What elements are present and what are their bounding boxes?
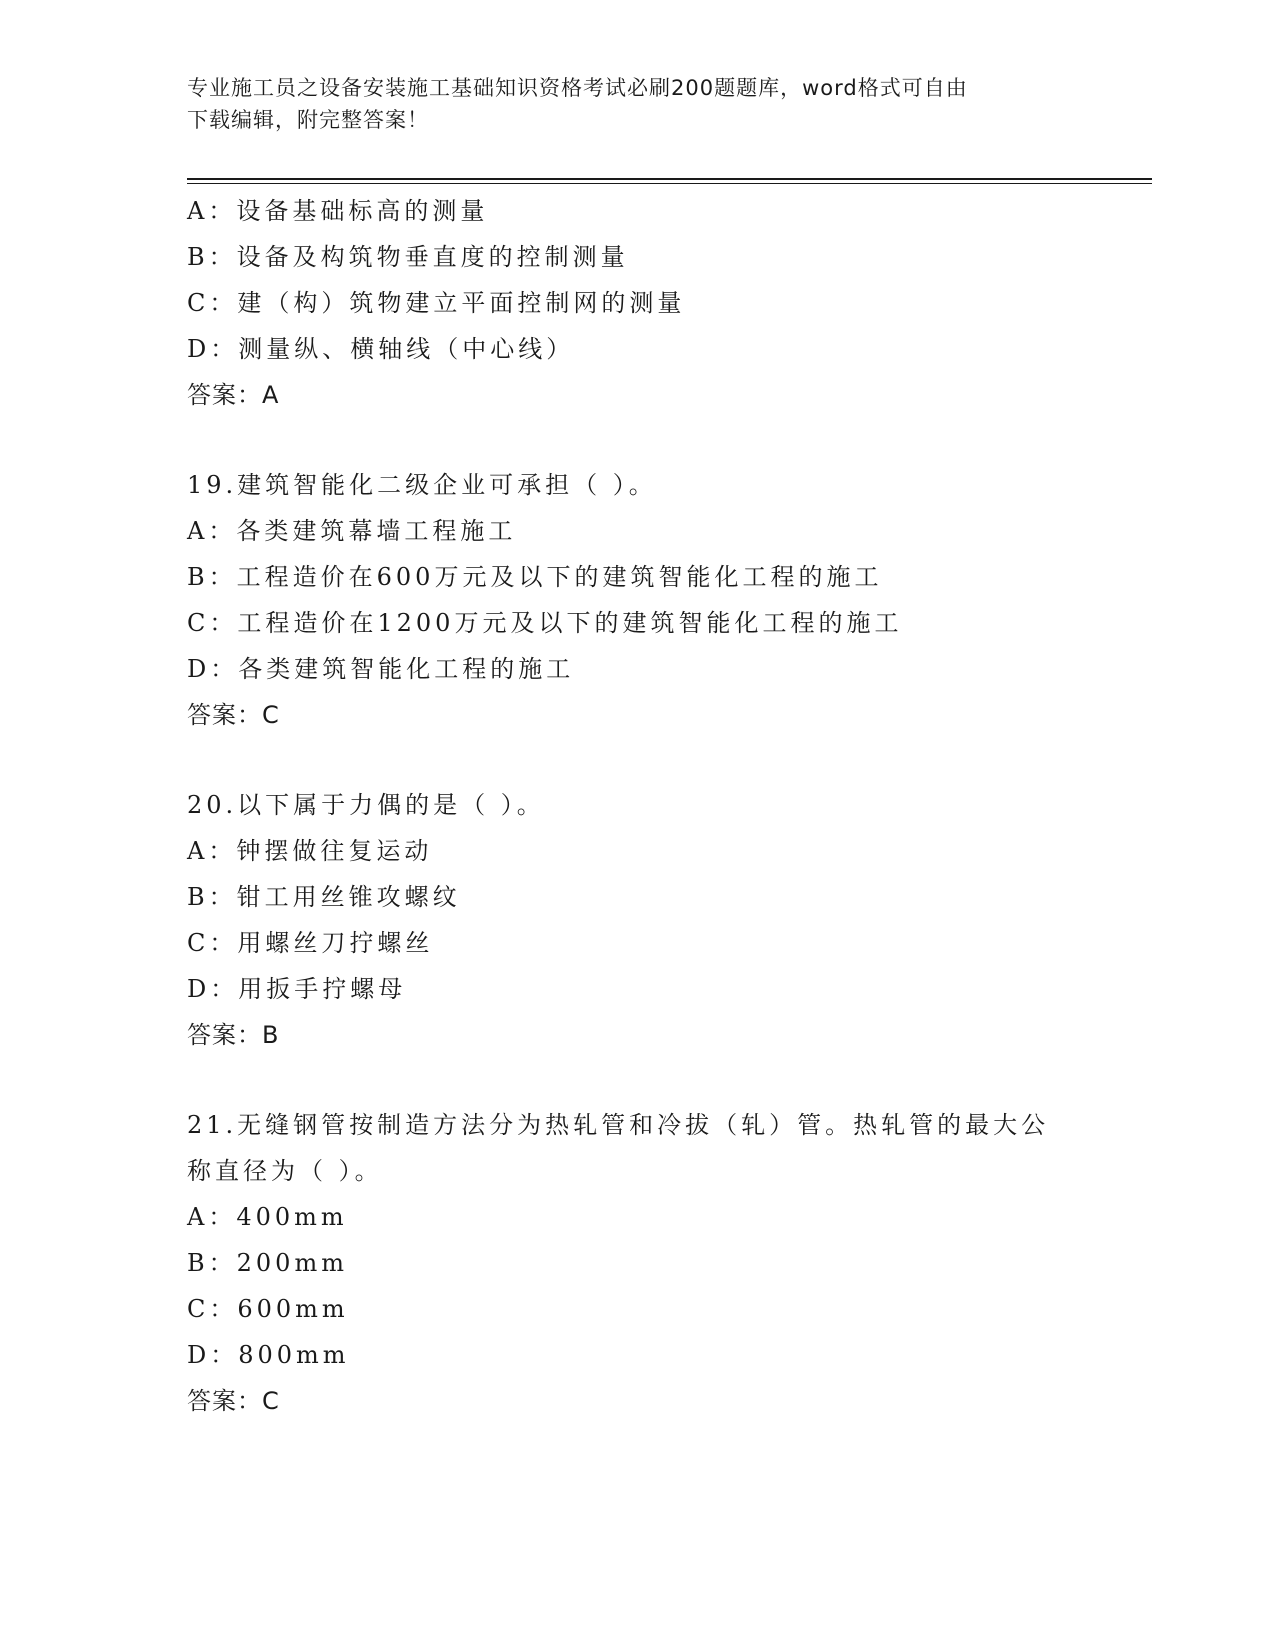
option-c: C：600mm: [187, 1295, 349, 1323]
answer: 答案：A: [187, 381, 280, 409]
question-18-continued: [187, 188, 1087, 418]
question-stem: 19.建筑智能化二级企业可承担（ ）。: [187, 471, 657, 499]
answer: 答案：C: [187, 701, 280, 729]
answer: 答案：C: [187, 1387, 280, 1415]
option-b: B：200mm: [187, 1249, 348, 1277]
header-line-2: 下载编辑，附完整答案！: [187, 108, 429, 132]
question-20: [187, 782, 1087, 1058]
answer: 答案：B: [187, 1021, 280, 1049]
header-divider-thick: [187, 178, 1152, 180]
header-divider-thin: [187, 183, 1152, 184]
document-body: [187, 188, 1087, 1424]
option-a: A：400mm: [187, 1203, 348, 1231]
option-b: B：钳工用丝锥攻螺纹: [187, 883, 461, 911]
question-stem: 20.以下属于力偶的是（ ）。: [187, 791, 545, 819]
option-d: D：800mm: [187, 1341, 350, 1369]
option-c: C：建（构）筑物建立平面控制网的测量: [187, 289, 686, 317]
option-c: C：用螺丝刀拧螺丝: [187, 929, 434, 957]
header-line-1: 专业施工员之设备安装施工基础知识资格考试必刷200题题库，word格式可自由: [187, 76, 968, 100]
question-21: [187, 1102, 1087, 1424]
question-19: [187, 462, 1087, 738]
option-a: A：设备基础标高的测量: [187, 197, 489, 225]
option-c: C：工程造价在1200万元及以下的建筑智能化工程的施工: [187, 609, 903, 637]
option-d: D：用扳手拧螺母: [187, 975, 407, 1003]
option-b: B：设备及构筑物垂直度的控制测量: [187, 243, 629, 271]
question-stem-line-1: 21.无缝钢管按制造方法分为热轧管和冷拔（轧）管。热轧管的最大公: [187, 1111, 1050, 1139]
option-a: A：各类建筑幕墙工程施工: [187, 517, 517, 545]
question-stem-line-2: 称直径为（ ）。: [187, 1157, 383, 1185]
option-b: B：工程造价在600万元及以下的建筑智能化工程的施工: [187, 563, 883, 591]
option-d: D：各类建筑智能化工程的施工: [187, 655, 575, 683]
option-d: D：测量纵、横轴线（中心线）: [187, 335, 575, 363]
option-a: A：钟摆做往复运动: [187, 837, 433, 865]
document-header: [187, 72, 1087, 136]
